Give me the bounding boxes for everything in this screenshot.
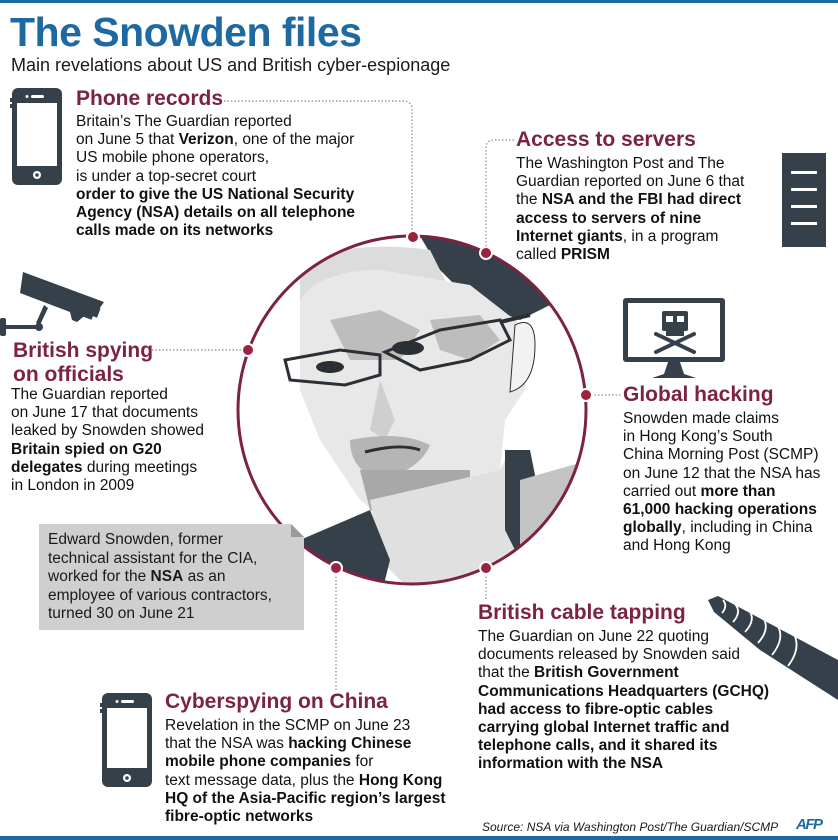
text-line: employee of various contractors,: [48, 586, 272, 604]
source-credit: Source: NSA via Washington Post/The Guardian/SCMP: [482, 820, 779, 834]
text-line: technical assistant for the CIA,: [48, 549, 258, 567]
text-line: Guardian reported on June 6 that: [516, 173, 745, 191]
text-line: 61,000 hacking operations: [623, 501, 817, 519]
text-line: order to give the US National Security: [76, 185, 355, 203]
text-line: The Guardian on June 22 quoting: [478, 628, 709, 645]
text-line: turned 30 on June 21: [48, 605, 195, 623]
text-line: The Guardian reported: [11, 386, 168, 403]
text-line: mobile phone companies for: [165, 753, 374, 771]
text-line: in London in 2009: [11, 477, 135, 495]
text-line: HQ of the Asia-Pacific region’s largest: [165, 789, 446, 807]
text-line: access to servers of nine: [516, 209, 702, 227]
access-to-servers-heading: Access to servers: [516, 128, 696, 151]
text-line: telephone calls, and it shared its: [478, 737, 718, 755]
global-hacking-heading: Global hacking: [623, 383, 774, 406]
afp-logo: AFP: [796, 816, 822, 833]
text-line: called PRISM: [516, 246, 610, 264]
text-line: fibre-optic networks: [165, 808, 314, 826]
text-line: on June 12 that the NSA has: [623, 464, 821, 482]
text-line: The Washington Post and The: [516, 155, 725, 172]
text-line: in Hong Kong’s South: [623, 428, 773, 446]
text-line: the NSA and the FBI had direct: [516, 191, 742, 209]
hacked-monitor-skull-icon: [623, 298, 725, 378]
text-line: and Hong Kong: [623, 537, 731, 555]
text-line: leaked by Snowden showed: [11, 422, 205, 440]
page-subtitle: Main revelations about US and British cyber-espionage: [11, 55, 451, 75]
text-line: is under a top-secret court: [76, 167, 257, 185]
snowden-bio-text: [48, 531, 272, 624]
text-line: on June 17 that documents: [11, 404, 198, 422]
phone-records-heading: Phone records: [76, 87, 224, 110]
british-spying-text: [11, 386, 204, 495]
text-line: on June 5 that Verizon, one of the major: [76, 131, 355, 149]
text-line: Britain’s The Guardian reported: [76, 113, 292, 130]
cyberspying-china-heading: Cyberspying on China: [165, 690, 388, 713]
text-line: Edward Snowden, former: [48, 531, 223, 548]
phone-records-text: [76, 113, 355, 240]
text-line: Agency (NSA) details on all telephone: [76, 204, 356, 222]
text-line: US mobile phone operators,: [76, 149, 270, 167]
text-line: calls made on its networks: [76, 222, 274, 240]
text-line: Communications Headquarters (GCHQ): [478, 682, 770, 700]
text-line: delegates during meetings: [11, 458, 198, 476]
bottom-accent-bar: [0, 836, 838, 840]
smartphone-icon: [100, 693, 152, 787]
text-line: worked for the NSA as an: [48, 568, 226, 586]
smartphone-icon: [10, 88, 62, 185]
text-line: documents released by Snowden said: [478, 646, 740, 664]
access-to-servers-text: [516, 155, 744, 264]
text-line: Internet giants, in a program: [516, 227, 719, 245]
text-line: information with the NSA: [478, 755, 664, 773]
cyberspying-china-text: [165, 717, 446, 826]
surveillance-camera-icon: [0, 272, 104, 336]
text-line: globally, including in China: [623, 519, 813, 537]
text-line: Britain spied on G20: [11, 440, 162, 458]
text-line: Snowden made claims: [623, 410, 779, 427]
text-line: text message data, plus the Hong Kong: [165, 771, 443, 789]
text-line: that the NSA was hacking Chinese: [165, 735, 412, 753]
server-icon: [782, 153, 826, 247]
text-line: China Morning Post (SCMP): [623, 446, 819, 464]
cable-tapping-text: [478, 628, 769, 774]
text-line: Revelation in the SCMP on June 23: [165, 717, 411, 734]
page-title: The Snowden files: [10, 9, 362, 55]
text-line: had access to fibre-optic cables: [478, 700, 714, 718]
british-spying-heading: British spying on officials: [13, 339, 154, 386]
global-hacking-text: [623, 410, 820, 556]
text-line: carried out more than: [623, 482, 776, 500]
text-line: carrying global Internet traffic and: [478, 719, 730, 737]
text-line: that the British Government: [478, 664, 679, 682]
cable-tapping-heading: British cable tapping: [478, 601, 686, 624]
